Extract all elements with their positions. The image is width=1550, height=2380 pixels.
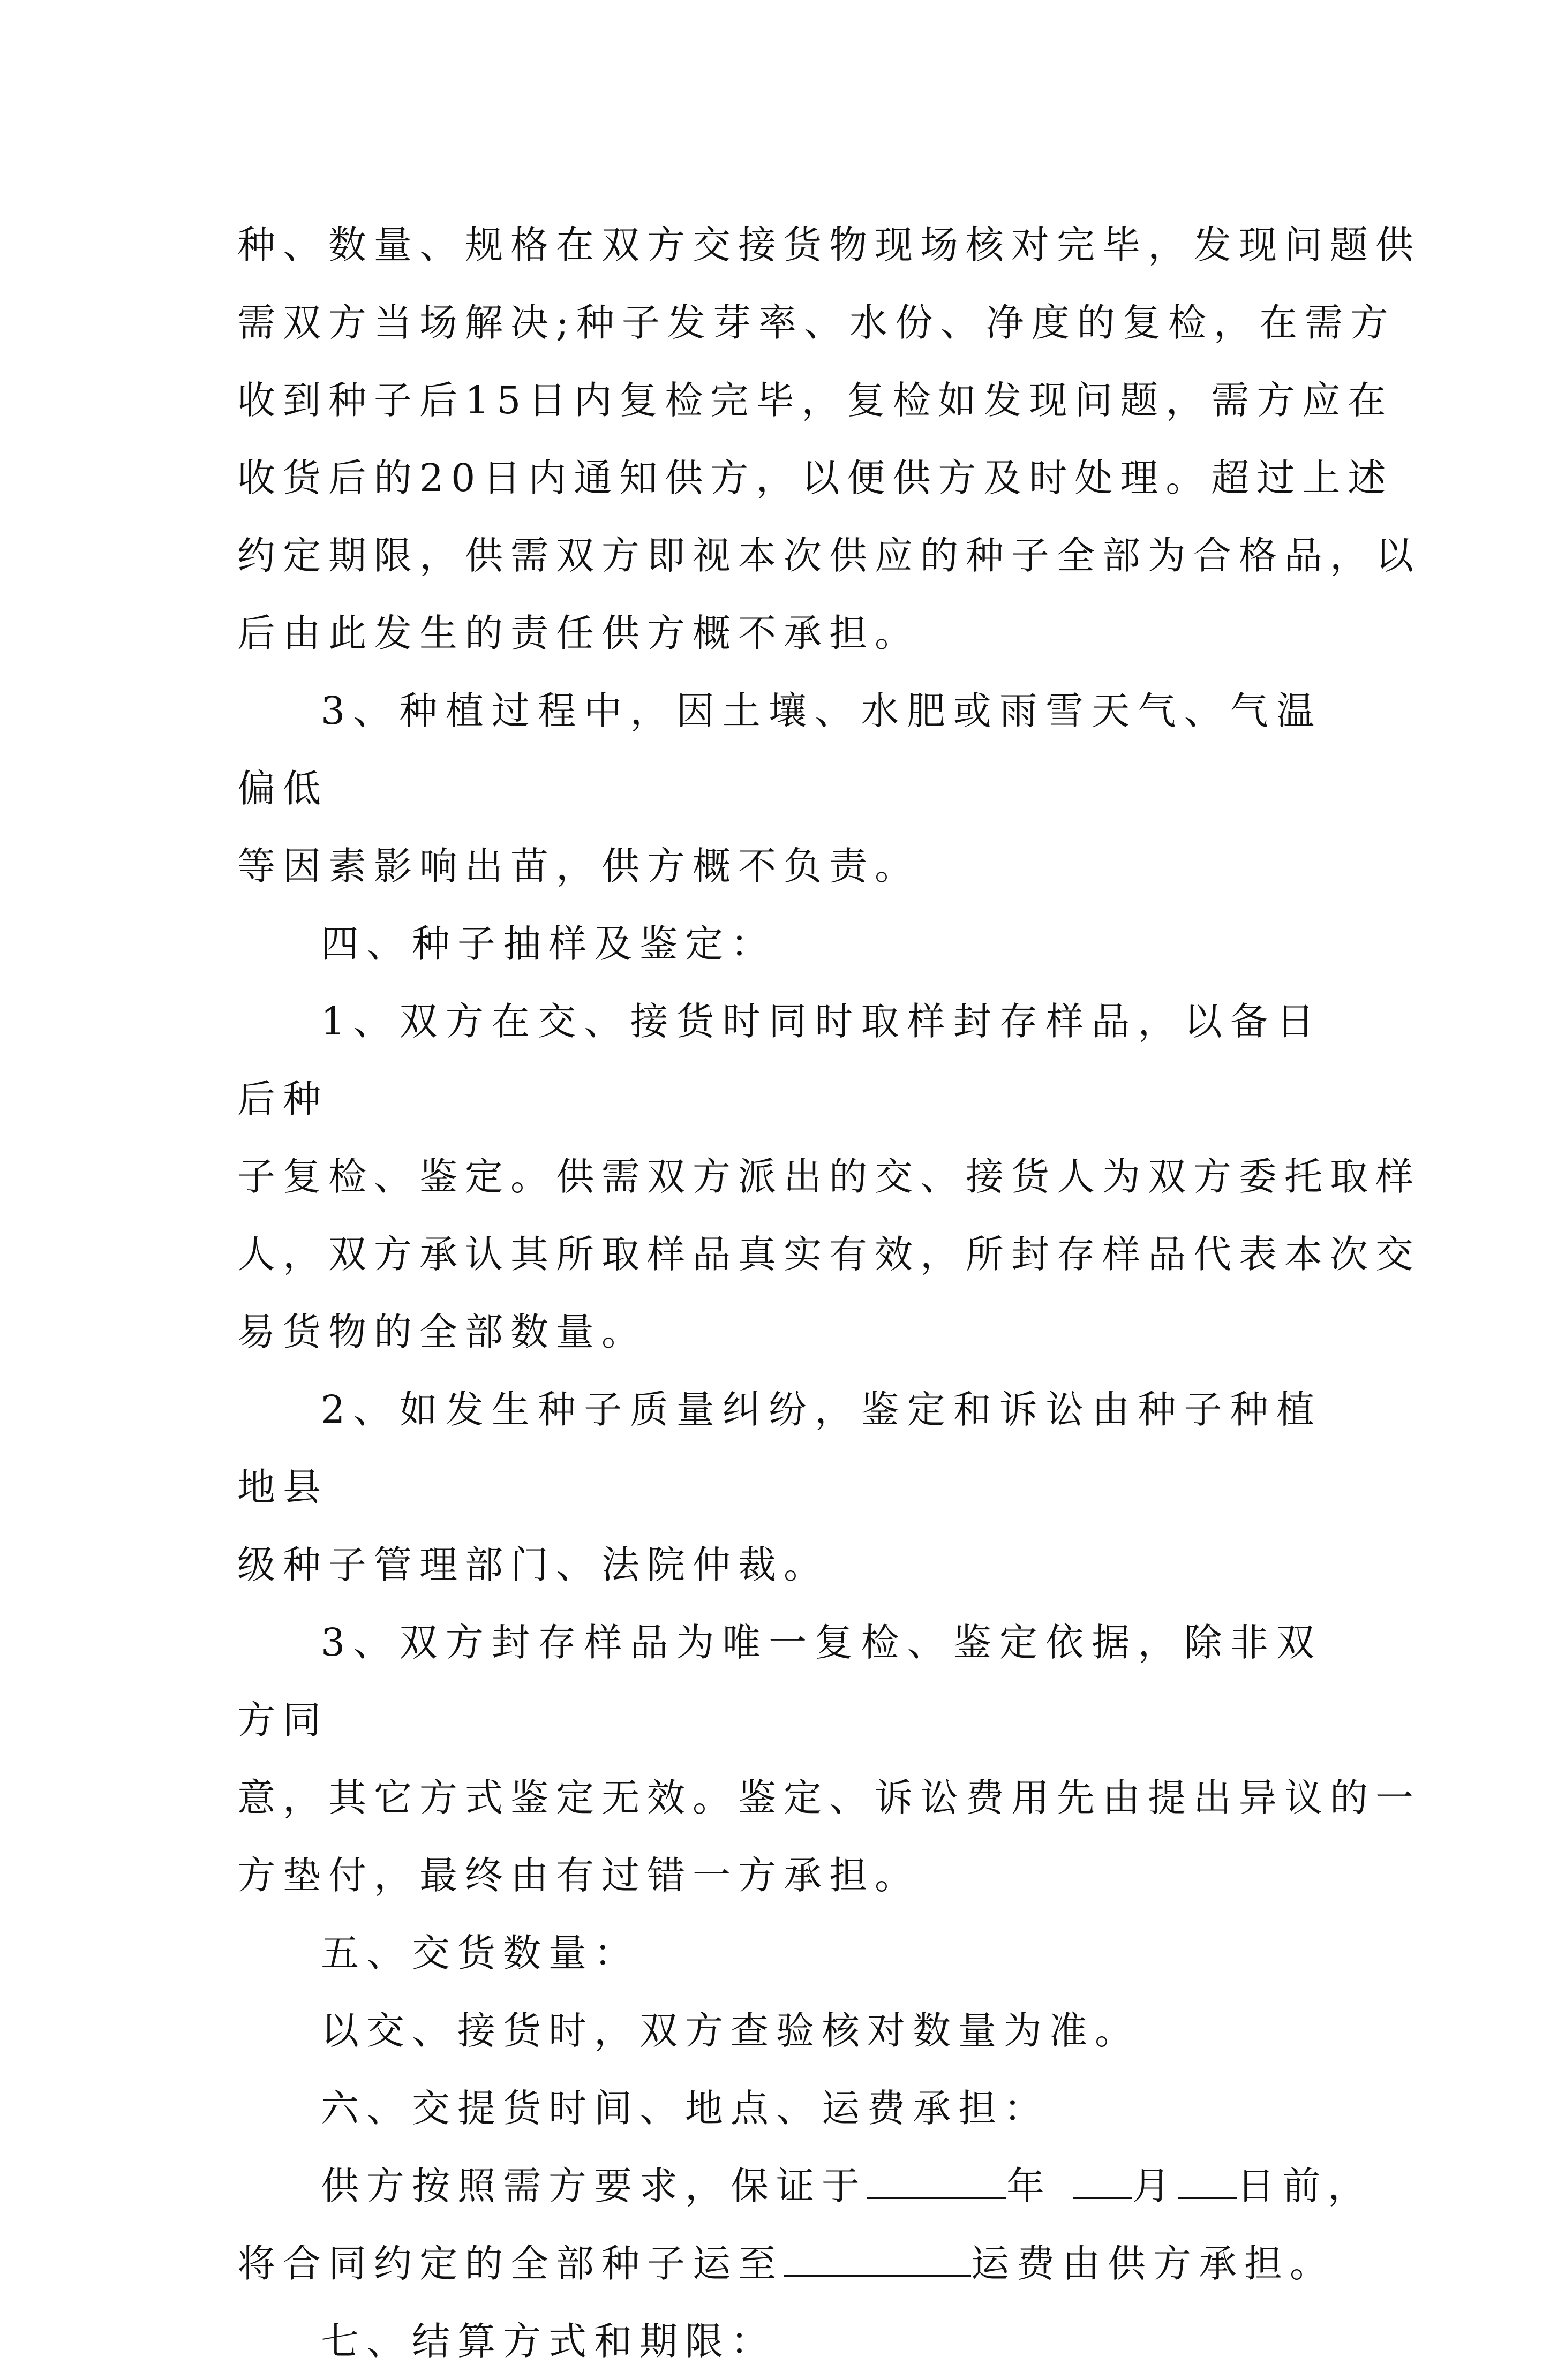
blank-month-field[interactable]: [1073, 2165, 1132, 2199]
blank-day-field[interactable]: [1178, 2165, 1237, 2199]
text-line: 1、双方在交、接货时同时取样封存样品，以备日后种: [237, 999, 1322, 1121]
heading-text: 四、种子抽样及鉴定：: [321, 921, 777, 966]
text-segment: 将合同约定的全部种子运至: [237, 2241, 784, 2286]
text-line: 需双方当场解决;种子发芽率、水份、净度的复检，在需方: [237, 300, 1396, 345]
text-segment: 日前，: [1237, 2164, 1374, 2208]
text-line: 人，双方承认其所取样品真实有效，所封存样品代表本次交: [237, 1232, 1421, 1276]
paragraph-delivery: [237, 2147, 1374, 2302]
text-line: 约定期限，供需双方即视本次供应的种子全部为合格品，以: [237, 533, 1421, 578]
text-line: 易货物的全部数量。: [237, 1310, 648, 1354]
section-heading-quantity: [237, 1914, 1322, 1992]
section-heading-delivery: [237, 2069, 1322, 2147]
text-segment: 月: [1132, 2164, 1178, 2208]
text-line: 收到种子后15日内复检完毕，复检如发现问题，需方应在: [237, 378, 1394, 422]
section-heading-sampling: [237, 905, 1322, 983]
section-heading-settlement: [237, 2302, 1322, 2380]
paragraph-sampling-3: [237, 1604, 1421, 1914]
text-line: 子复检、鉴定。供需双方派出的交、接货人为双方委托取样: [237, 1154, 1421, 1199]
text-line: 3、双方封存样品为唯一复检、鉴定依据，除非双方同: [237, 1620, 1322, 1742]
text-line: 种、数量、规格在双方交接货物现场核对完毕，发现问题供: [237, 223, 1421, 267]
heading-text: 七、结算方式和期限：: [321, 2319, 777, 2363]
text-segment: 供方按照需方要求，保证于: [321, 2164, 868, 2208]
text-segment: 年: [1006, 2164, 1052, 2208]
document-page: [237, 206, 1421, 2380]
heading-text: 六、交提货时间、地点、运费承担：: [321, 2086, 1050, 2130]
text-line: 后由此发生的责任供方概不承担。: [237, 611, 921, 655]
paragraph-sampling-1: [237, 983, 1421, 1371]
text-line: 等因素影响出苗，供方概不负责。: [237, 844, 921, 888]
text-line: 收货后的20日内通知供方，以便供方及时处理。超过上述: [237, 456, 1394, 500]
paragraph-inspection-terms: [237, 206, 1421, 672]
text-line: 级种子管理部门、法院仲裁。: [237, 1543, 830, 1587]
paragraph-planting-clause: [237, 672, 1322, 905]
text-segment: 运费由供方承担。: [971, 2241, 1336, 2286]
text-line: 以交、接货时，双方查验核对数量为准。: [321, 2008, 1141, 2053]
heading-text: 五、交货数量：: [321, 1931, 640, 1975]
text-line: 方垫付，最终由有过错一方承担。: [237, 1853, 921, 1898]
text-line: 3、种植过程中，因土壤、水肥或雨雪天气、气温偏低: [237, 689, 1322, 811]
text-line: 意，其它方式鉴定无效。鉴定、诉讼费用先由提出异议的一: [237, 1775, 1421, 1820]
text-line-with-blanks: [237, 2147, 1374, 2225]
blank-destination-field[interactable]: [784, 2243, 971, 2277]
paragraph-sampling-2: [237, 1371, 1322, 1604]
paragraph-quantity: [237, 1992, 1322, 2069]
text-line: 2、如发生种子质量纠纷，鉴定和诉讼由种子种植地县: [237, 1387, 1322, 1509]
text-line-with-blanks: [154, 2225, 1336, 2302]
blank-year-field[interactable]: [867, 2165, 1006, 2199]
